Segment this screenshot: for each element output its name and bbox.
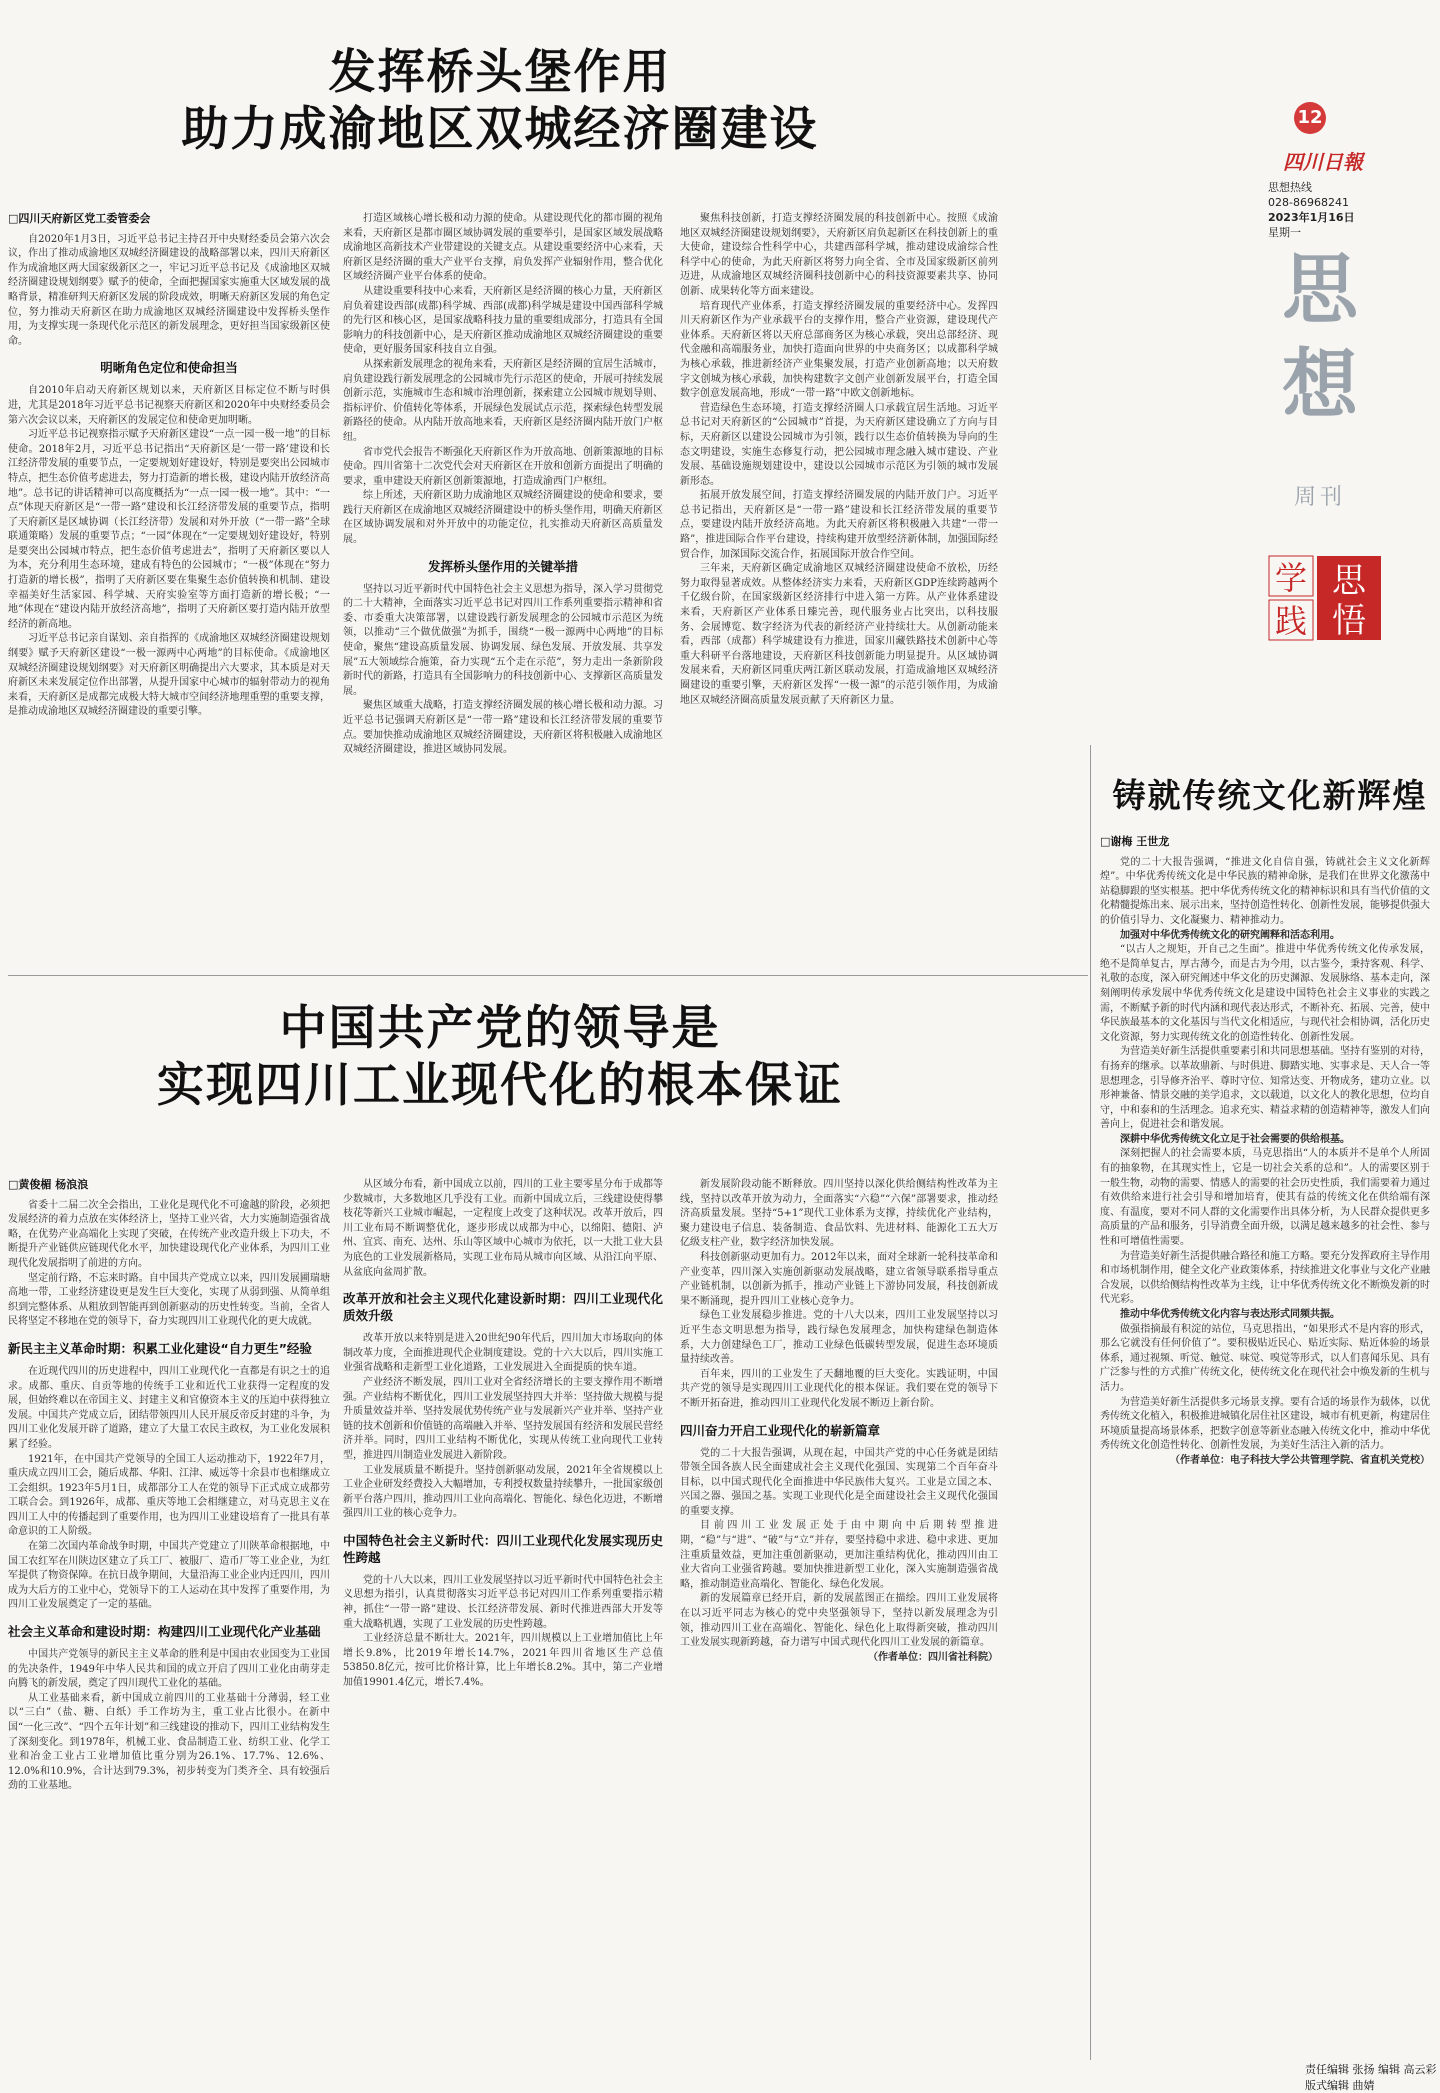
article3-subheading-1: 加强对中华优秀传统文化的研究阐释和活态利用。 xyxy=(1120,929,1340,941)
page-number-badge: 12 xyxy=(1294,102,1326,134)
article2-col1 xyxy=(8,1178,330,2058)
article1-p5: 从建设重要科技中心来看，天府新区是经济圈的核心力量，天府新区肩负着建设西部(成都)科学城、西部(成都)科学城是建设中国西部科学城的先行区和核心区，是国家战略科技力量的重要组成部分，打造具有全国影响力的科技创新中心，是天府新区推动成渝地区双城经济圈建设的重要使命，更好服务国家科技自立自强。 xyxy=(343,285,663,356)
seal-stamp xyxy=(1265,552,1385,644)
article2-p10: 产业经济不断发展，四川工业对全省经济增长的主要支撑作用不断增强。产业结构不断优化，四川工业发展坚持四大并举：坚持做大规模与提升质量效益并举、坚持发展优势传统产业与发展新兴产业并举、坚持产业链的技术创新和价值链的高端融入并举、坚持发展国有经济和发展民营经济并举。同时，四川工业结构不断优化，实现从传统工业向现代工业转型，推进四川制造业发展进入新阶段。 xyxy=(343,1376,663,1461)
weekly-char-xiang: 想 xyxy=(1282,340,1358,429)
article3-p7: 为营造美好新生活提供多元场景支撑。要有合适的场景作为载体，以优秀传统文化植入，积极推进城镇化居住社区建设，城市有机更新，构建居住环境质量提高场景体系，把数字创意等新业态融入传统文化中，推动中华优秀传统文化创造性转化、创新性发展，为美好生活注入新的活力。 xyxy=(1100,1396,1430,1452)
article1-p11: 聚焦科技创新，打造支撑经济圈发展的科技创新中心。按照《成渝地区双城经济圈建设规划纲要》，天府新区肩负起新区在科技创新上的重大使命，建设综合性科学中心，共建西部科学城，推动建设成渝综合性科学中心的使命，为此天府新区将努力向全省、全市及国家级新区前列迈进，从成渝地区双城经济圈科技创新中心的科技资源要素共享、协同创新、成果转化等方面来建设。 xyxy=(680,213,998,297)
article2-author-note: （作者单位：四川省社科院） xyxy=(868,1651,998,1663)
article3-p5: 为营造美好新生活提供融合路径和施工方略。要充分发挥政府主导作用和市场机制作用，健全文化产业政策体系，持续推进文化事业与文化产业融合发展，以供给侧结构性改革为主线，让中华优秀传统文化不断焕发新的时代光彩。 xyxy=(1100,1250,1430,1306)
article2-p19: 目前四川工业发展正处于由中期向中后期转型推进期，“稳”与“进”、“破”与“立”并存，要坚持稳中求进、稳中求进、更加注重质量效益，更加注重创新驱动，更加注重结构优化，推动四川由工业大省向工业强省跨越。要加快推进新型工业化，深入实施制造强省战略，推动制造业高端化、智能化、绿色化发展。 xyxy=(680,1520,998,1590)
article1-p14: 拓展开放发展空间，打造支撑经济圈发展的内陆开放门户。习近平总书记指出，天府新区是“一带一路”建设和长江经济带发展的重要节点，要建设内陆开放经济高地。为此天府新区将积极融入共建“一带一路”，推进国际合作平台建设，持续构建开放型经济新体制，加强国际经贸合作，加深国际交流合作，拓展国际开放合作空间。 xyxy=(680,490,998,560)
column-divider xyxy=(1090,745,1091,2060)
article1-p3: 习近平总书记亲自谋划、亲自指挥的《成渝地区双城经济圈建设规划纲要》赋予天府新区建设“一极一源两中心两地”的目标使命。《成渝地区双城经济圈建设规划纲要》对天府新区明确提出六大要求，其本质是对天府新区未来发展定位作出部署，从提升国家中心城市的辐射带动力的视角来看，天府新区是成都完成极大特大城市空间经济地理重塑的重要支撑，是推动成渝地区双城经济圈建设的重要引擎。 xyxy=(8,633,330,718)
article2-title-line2: 实现四川工业现代化的根本保证 xyxy=(157,1058,843,1113)
article1-p6: 从探索新发展理念的视角来看，天府新区是经济圈的宜居生活城市，肩负建设践行新发展理念的公园城市先行示范区的使命，开展可持续发展创新示范，实施城市生态和城市治理创新，探索建立公园城市规划导则、指标评价、价值转化等体系，开展绿色发展试点示范，探索绿色转型发展新路径的使命。从内陆开放高地来看，天府新区是经济圈内陆开放门户枢纽。 xyxy=(343,358,663,443)
article3-p1: 党的二十大报告强调，“推进文化自信自强，铸就社会主义文化新辉煌”。中华优秀传统文化是中华民族的精神命脉，是我们在世界文化激荡中站稳脚跟的坚实根基。把中华优秀传统文化的精神标识和具有当代价值的文化精髓提炼出来、展示出来，坚持创造性转化、创新性发展，能够提供强大的价值引导力、文化凝聚力、精神推动力。 xyxy=(1100,856,1430,926)
article2-subheading-1: 新民主主义革命时期：积累工业化建设“自力更生”经验 xyxy=(8,1340,312,1356)
article2-p5: 在第二次国内革命战争时期，中国共产党建立了川陕革命根据地，中国工农红军在川陕边区建立了兵工厂、被服厂、造币厂等工业企业，为红军提供了物资保障。在抗日战争期间，大量沿海工业企业内迁四川，四川成为大后方的工业中心，党领导下的工人运动在其中发挥了重要作用，为四川工业发展奠定了一定的基础。 xyxy=(8,1541,330,1611)
article1-byline: □四川天府新区党工委管委会 xyxy=(8,212,151,225)
article1-col1 xyxy=(8,212,330,967)
article2-p17: 百年来，四川的工业发生了天翻地覆的巨大变化。实践证明，中国共产党的领导是实现四川工业现代化的根本保证。我们要在党的领导下不断开拓奋进，推动四川工业现代化发展不断迈上新台阶。 xyxy=(680,1368,998,1409)
article2-subheading-3: 改革开放和社会主义现代化建设新时期：四川工业现代化质效升级 xyxy=(343,1291,663,1324)
article1-title-line2: 助力成渝地区双城经济圈建设 xyxy=(181,102,819,157)
article2-p8: 从区域分布看，新中国成立以前，四川的工业主要零星分布于成都等少数城市，大多数地区几乎没有工业。而新中国成立后，三线建设使得攀枝花等新兴工业城市崛起，一定程度上改变了这种状况。改革开放后，四川工业布局不断调整优化，逐步形成以成都为中心，以绵阳、德阳、泸州、宜宾、南充、达州、乐山等区域中心城市为依托，以一大批工业大县为底色的工业发展新格局，实现工业布局从城市向区域、从沿江向平原、从盆底向盆周扩散。 xyxy=(343,1179,663,1278)
article2-p6: 中国共产党领导的新民主主义革命的胜利是中国由农业国变为工业国的先决条件，1949年中华人民共和国的成立开启了四川工业化由萌芽走向腾飞的新发展，奠定了四川现代工业化的基础。 xyxy=(8,1649,330,1690)
article1-p8: 综上所述，天府新区助力成渝地区双城经济圈建设的使命和要求，要践行天府新区在成渝地区双城经济圈建设中的桥头堡作用，明确天府新区在区域协调发展和对外开放中的功能定位，扎实推动天府新区高质量发展。 xyxy=(343,490,663,546)
article2-headline xyxy=(100,1000,900,1114)
article2-p2: 坚定前行路，不忘来时路。自中国共产党成立以来，四川发展圃瑞塘高地一带，工业经济建设更是发生巨大变化，实现了从弱到强、从简单组织到完整体系、从粗放到智能再到创新驱动的历史性转变。当前，全省人民将坚定不移地在党的领导下，奋力实现四川工业现代化的更大成就。 xyxy=(8,1272,330,1328)
article1-p10: 聚焦区域重大战略，打造支撑经济圈发展的核心增长极和动力源。习近平总书记强调天府新区是“一带一路”建设和长江经济带发展的重要节点。要加快推动成渝地区双城经济圈建设，天府新区将积极融入成渝地区双城经济圈建设，推进区域协同发展。 xyxy=(343,700,663,756)
newspaper-logo: 四川日報 xyxy=(1283,150,1363,174)
article1-p13: 营造绿色生态环境，打造支撑经济圈人口承载宜居生活地。习近平总书记对天府新区的“公园城市”首提，为天府新区建设确立了方向与目标，天府新区以建设公园城市为引领，践行以生态价值转换为导向的生态文明建设，实施生态修复行动，把公园城市理念融入城市建设、产业发展、基础设施规划建设中，建设以公园城市示范区为引领的城市发展新形态。 xyxy=(680,402,998,487)
svg-text:思: 思 xyxy=(1332,561,1366,601)
article3-col xyxy=(1100,835,1430,2050)
article1-p12: 培育现代产业体系，打造支撑经济圈发展的重要经济中心。发挥四川天府新区作为产业承载平台的支撑作用，整合产业资源，建设现代产业体系。天府新区将以天府总部商务区为核心承载，突出总部经济、现代金融和高端服务业，加快打造面向世界的中央商务区；以成都科学城为核心承载，推进新经济产业集聚发展，打造产业创新高地；以天府数字文创城为核心承载，加快构建数字文创产业创新发展平台，打造全国数字创意发展高地，形成“一带一路”中欧文创新地标。 xyxy=(680,300,998,400)
article2-subheading-5: 四川奋力开启工业现代化的崭新篇章 xyxy=(680,1422,881,1438)
section-divider xyxy=(8,975,1088,976)
masthead-info xyxy=(1268,180,1388,240)
editors-credit: 责任编辑 张扬 编辑 高云彩 版式编辑 曲婧 xyxy=(1305,2063,1437,2092)
article1-title-line1: 发挥桥头堡作用 xyxy=(328,45,672,100)
article3-author-note: （作者单位：电子科技大学公共管理学院、省直机关党校） xyxy=(1170,1454,1430,1466)
article3-subheading-3: 推动中华优秀传统文化内容与表达形式同频共振。 xyxy=(1120,1309,1340,1320)
article2-p12: 党的十八大以来，四川工业发展坚持以习近平新时代中国特色社会主义思想为指引，认真贯彻落实习近平总书记对四川工作系列重要指示精神，抓住“一带一路”建设、长江经济带发展、新时代推进西部大开发等重大战略机遇，实现了工业发展的历史性跨越。 xyxy=(343,1574,663,1630)
article3-p3: 为营造美好新生活提供重要素引和共同思想基础。坚持有鉴别的对待，有扬弃的继承。以革故鼎新、与时俱进、脚踏实地、实事求是、天人合一等思想理念，引导修齐治平、尊时守位、知常达变、开物成务，建功立业。以形神兼备、情景交融的美学追求，文以载道，以文化人的教化思想，位均自守，中和泰和的生活理念。追求充实、精益求精的创造精神等，激发人们向善向上，促进社会和谐发展。 xyxy=(1100,1046,1430,1131)
article2-p3: 在近现代四川的历史进程中，四川工业现代化一直都是有识之士的追求。成都、重庆、自贡等地的传统手工业和近代工业获得一定程度的发展，但始终难以在帝国主义、封建主义和官僚资本主义的压迫中获得独立发展。中国共产党成立后，团结带领四川人民开展反帝反封建的斗争，为四川工业化发展开辟了道路，建立了大量工农民主政权，为工业化发展积累了经验。 xyxy=(8,1365,330,1450)
issue-date: 2023年1月16日 xyxy=(1268,211,1355,224)
article2-title-line1: 中国共产党的领导是 xyxy=(279,1001,721,1056)
svg-text:践: 践 xyxy=(1274,602,1308,640)
weekly-label: 周刊 xyxy=(1293,485,1346,510)
section-hotline: 思想热线 xyxy=(1268,181,1312,194)
article2-p16: 绿色工业发展稳步推进。党的十八大以来，四川工业发展坚持以习近平生态文明思想为指导，践行绿色发展理念，加快构建绿色制造体系，大力创建绿色工厂，推动工业绿色低碳转型发展，促进生态环境质量持续改善。 xyxy=(680,1310,998,1366)
issue-weekday: 星期一 xyxy=(1268,226,1301,239)
article2-p18: 党的二十大报告强调，从现在起，中国共产党的中心任务就是团结带领全国各族人民全面建成社会主义现代化强国、实现第二个百年奋斗目标，以中国式现代化全面推进中华民族伟大复兴。工业是立国之本、兴国之器、强国之基。实现工业现代化是全面建设社会主义现代化强国的重要支撑。 xyxy=(680,1447,998,1517)
svg-text:悟: 悟 xyxy=(1332,601,1366,641)
article1-subheading-2: 发挥桥头堡作用的关键举措 xyxy=(427,558,578,574)
article1-col3 xyxy=(680,212,998,967)
article3-subheading-2: 深耕中华优秀传统文化立足于社会需要的供给根基。 xyxy=(1120,1133,1350,1145)
article2-p14: 新发展阶段动能不断释放。四川坚持以深化供给侧结构性改革为主线，坚持以改革开放为动力，全面落实“六稳”“六保”部署要求，推动经济高质量发展。坚持“5+1”现代工业体系为支撑，持续优化产业结构，聚力建设电子信息、装备制造、食品饮料、先进材料、能源化工五大万亿级支柱产业，数字经济加快发展。 xyxy=(680,1179,998,1249)
article2-subheading-2: 社会主义革命和建设时期：构建四川工业现代化产业基础 xyxy=(8,1624,321,1640)
article2-subheading-4: 中国特色社会主义新时代：四川工业现代化发展实现历史性跨越 xyxy=(343,1532,663,1565)
article2-p9: 改革开放以来特别是进入20世纪90年代后，四川加大市场取向的体制改革力度，全面推进现代企业制度建设。党的十六大以后，四川实施工业强省战略和走新型工业化道路，工业发展进入全面提质的快车道。 xyxy=(343,1333,663,1374)
article3-p2: “以古人之规矩，开自己之生面”。推进中华优秀传统文化传承发展，绝不是简单复古，厚古薄今，而是古为今用，以古鉴今，秉持客观、科学、礼敬的态度，深入研究阐述中华文化的历史渊源、发展脉络、基本走向，深刻阐明传承发展中华优秀传统文化是建设中国特色社会主义事业的实践之需，不断赋予新的时代内涵和现代表达形式，不断补充、拓展、完善，使中华民族最基本的文化基因与当代文化相适应，与现代社会相协调，活化历史文化资源，努力实现传统文化的创造性转化、创新性发展。 xyxy=(1100,944,1430,1043)
article1-p2: 习近平总书记视察指示赋予天府新区建设“一点一园一极一地”的目标使命。2018年2月，习近平总书记指出“天府新区是‘一带一路’建设和长江经济带发展的重要节点，一定要规划好建设好，特别是要突出公园城市特点，把生态价值考虑进去，努力打造新的增长极，建设内陆开放经济高地”。总书记的讲话精神可以高度概括为“一点一园一极一地”。其中：“一点”体现天府新区是“一带一路”建设和长江经济带发展的重要节点，指明了天府新区是区域协调（长江经济带）发展和对外开放（“一带一路”全球联通策略）发展的重要节点；“一园”体现在“一定要规划好建设好，特别是要突出公园城市特点，把生态价值考虑进去”，指明了天府新区要以人为本，充分利用生态环境，建成有特色的公园城市；“一极”体现在“努力打造新的增长极”，指明了天府新区要在集聚生态价值转换和机制、建设幸福美好生活家园、科学城、天府实验室等方面打造新的增长极；“一地”体现在“建设内陆开放经济高地”，指明了天府新区要打造内陆开放型经济的新高地。 xyxy=(8,429,330,630)
article2-p13: 工业经济总量不断壮大。2021年，四川规模以上工业增加值比上年增长9.8%，比2019年增长14.7%，2021年四川省地区生产总值53850.8亿元，按可比价格计算，比上年增长8.2%。其中，第二产业增加值19901.4亿元，增长7.4%。 xyxy=(343,1633,663,1689)
article1-col2 xyxy=(343,212,663,967)
article2-col2 xyxy=(343,1178,663,2058)
article3-byline: □谢梅 王世龙 xyxy=(1100,835,1170,848)
article2-p11: 工业发展质量不断提升。坚持创新驱动发展，2021年全省规模以上工业企业研发经费投入大幅增加，专利授权数量持续攀升，一批国家级创新平台落户四川，推动四川工业向高端化、智能化、绿色化迈进，不断增强四川工业的核心竞争力。 xyxy=(343,1464,663,1520)
article1-p1: 自2010年启动天府新区规划以来，天府新区目标定位不断与时俱进，尤其是2018年习近平总书记视察天府新区和2020年中央财经委员会第六次会议以来，天府新区的发展定位和使命更加明晰。 xyxy=(8,385,330,426)
article1-p4: 打造区域核心增长极和动力源的使命。从建设现代化的都市圈的视角来看，天府新区是都市圈区域协调发展的重要举引，是国家区域发展战略成渝地区高新技术产业带建设的关键支点。从建设重要经济中心来看，天府新区是经济圈的重大产业平台支撑，肩负发挥产业辐射作用，整合优化区域经济圈产业平台体系的使命。 xyxy=(343,213,663,283)
article1-subheading-1: 明晰角色定位和使命担当 xyxy=(100,360,238,376)
article2-p20: 新的发展篇章已经开启，新的发展蓝图正在描绘。四川工业发展将在以习近平同志为核心的党中央坚强领导下，坚持以新发展理念为引领，推动四川工业在高端化、智能化、绿色化上取得新突破，推动四川工业发展实现新跨越，奋力谱写中国式现代化四川工业发展的新篇章。 xyxy=(680,1593,998,1649)
article2-p4: 1921年，在中国共产党领导的全国工人运动推动下，1922年7月，重庆成立四川工会，随后成都、华阳、江津、威远等十余县市也相继成立工会组织。1923年5月1日，成都部分工人在党的领导下正式成立成都劳工联合会。到1926年，成都、重庆等地工会相继建立，对马克思主义在四川工人中的传播起到了重要作用，也为四川工业建设培育了一批具有革命意识的工人阶级。 xyxy=(8,1453,330,1538)
hotline-phone: 028-86968241 xyxy=(1268,196,1349,209)
weekly-char-si: 思 xyxy=(1282,245,1358,334)
article1-intro: 自2020年1月3日，习近平总书记主持召开中央财经委员会第六次会议，作出了推动成渝地区双城经济圈建设的战略部署以来，四川天府新区作为成渝地区两大国家级新区之一，牢记习近平总书记及《成渝地区双城经济圈建设规划纲要》赋予的使命，全面把握国家实施重大区域发展的战略背景，精准研判天府新区发展的阶段成效，明晰天府新区发展的角色定位，努力推动天府新区在助力成渝地区双城经济圈建设中发挥桥头堡作用，为支撑实现一条现代化示范区的新发展理念，更好担当国家级新区使命。 xyxy=(8,233,330,347)
article1-p9: 坚持以习近平新时代中国特色社会主义思想为指导，深入学习贯彻党的二十大精神，全面落实习近平总书记对四川工作系列重要指示精神和省委、市委重大决策部署，以建设践行新发展理念的公园城市示范区为统领，以推动“三个做优做强”为抓手，围绕“一极一源两中心两地”的目标使命，聚焦“建设高质量发展、协调发展、绿色发展、开放发展、共享发展”五大领域综合施策，奋力实现“五个走在示范”，努力走出一条新阶段新时代的新路，打造具有全国影响力的科技创新中心、支撑新区高质量发展。 xyxy=(343,583,663,697)
svg-text:学: 学 xyxy=(1274,559,1308,597)
article1-p7: 省市党代会报告不断强化天府新区作为开放高地、创新策源地的目标使命。四川省第十二次党代会对天府新区在开放和创新方面提出了明确的要求，重申建设天府新区创新策源地，打造成渝西门户枢纽。 xyxy=(343,446,663,487)
article3-p6: 做强指摘最有积淀的站位，马克思指出，“如果形式不是内容的形式，那么它就没有任何价值了”。要积极贴近民心、贴近实际、贴近体验的场景体系，通过视频、听觉、触觉、味觉、嗅觉等形式，以人们喜闻乐见、具有广泛参与性的方式推广传统文化，使传统文化在现代社会中焕发新的生机与活力。 xyxy=(1100,1323,1430,1393)
article2-byline: □黄俊楣 杨浪浪 xyxy=(8,1178,89,1191)
article1-headline xyxy=(100,44,900,158)
article2-p7: 从工业基础来看，新中国成立前四川的工业基础十分薄弱，轻工业以“三白”（盐、糖、白纸）手工作坊为主，重工业占比很小。在新中国“一化三改”、“四个五年计划”和三线建设的推动下，四川工业结构发生了深刻变化。到1978年，机械工业、食品制造工业、纺织工业、化学工业和冶金工业占工业增加值比重分别为26.1%、17.7%、12.6%、12.0%和10.9%，合计达到79.3%，初步转变为门类齐全、具有较强后劲的工业基地。 xyxy=(8,1692,330,1792)
article2-col3 xyxy=(680,1178,998,2058)
article2-p15: 科技创新驱动更加有力。2012年以来，面对全球新一轮科技革命和产业变革，四川深入实施创新驱动发展战略，建立省领导联系指导重点产业链机制，以创新为抓手，推动产业链上下游协同发展，科技创新成果不断涌现，提升四川工业核心竞争力。 xyxy=(680,1251,998,1307)
article3-p4: 深刻把握人的社会需要本质，马克思指出“人的本质并不是单个人所固有的抽象物，在其现实性上，它是一切社会关系的总和”。人的需要区别于一般生物，动物的需要、情感人的需要的社会历史性质，我们需要着力通过有效供给来进行社会引导和增加培育，使其有益的传统文化在供给端有深度、有温度，要对不同人群的文化需要作出具体分析，为人民群众提供更多高质量的产品和服务，引导消费全面升级，以满足越来越多的社会性、参与性和可增值性需要。 xyxy=(1100,1148,1430,1248)
article3-headline: 铸就传统文化新辉煌 xyxy=(1112,776,1428,815)
article1-p15: 三年来，天府新区确定成渝地区双城经济圈建设使命不放松，历经努力取得显著成效。从整体经济实力来看，天府新区GDP连续跨越两个千亿级台阶，在国家级新区经济排行中进入第一方阵。从产业体系建设来看，天府新区产业体系日臻完善，现代服务业占比突出，以科技服务、会展博览、数字经济为代表的新经济产业持续壮大。从创新动能来看，西部（成都）科学城建设有力推进，国家川藏铁路技术创新中心等重大科研平台落地建设，天府新区科技创新能力明显提升。从区域协调发展来看，天府新区同重庆两江新区联动发展，打造成渝地区双城经济圈建设的重要引擎，天府新区发挥“一极一源”的示范引领作用，为成渝地区双城经济圈高质量发展贡献了天府新区力量。 xyxy=(680,563,998,706)
article2-p1: 省委十二届二次全会指出，工业化是现代化不可逾越的阶段，必须把发展经济的着力点放在实体经济上，坚持工业兴省，大力实施制造强省战略，在优势产业高端化上实现了突破，在传统产业改造升级上下功夫，不断提升产业链供应链现代化水平，加快建设现代化产业体系，为四川工业现代化发展指明了前进的方向。 xyxy=(8,1199,330,1269)
